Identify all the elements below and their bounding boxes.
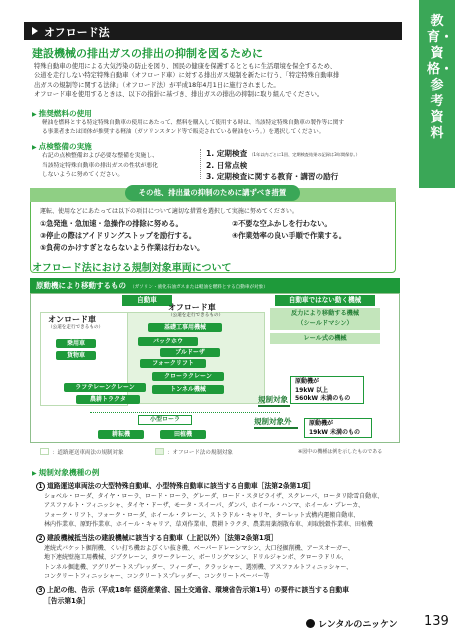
exempt-condition xyxy=(304,418,372,438)
offroad-label: オフロード車 xyxy=(168,303,216,312)
fuel-line: 軽油を燃料とする特定特殊自動車の使用にあたって、燃料を購入して使用する時は、当該特定特殊自動車の製作等に関す xyxy=(42,120,344,126)
example-line: トンネル掘進機、アグリゲートスプレッダー、フィーダー、クラッシャー、選別機、アスファルトフィニッシャー、 xyxy=(44,563,353,571)
fuel-heading: ▶ 推奨燃料の使用 xyxy=(32,108,92,119)
inspection-item xyxy=(206,148,421,160)
legend-offroad: ：オフロード法の規制対象 xyxy=(167,450,233,456)
onroad-sub: （公道を走行できるもの） xyxy=(48,325,104,330)
example-title-3 xyxy=(36,584,416,595)
example-title: 上記の他、告示（平成18年 経済産業省、国土交通省、環境省告示第1号）の要件に該当する自動車 xyxy=(47,586,350,594)
non-auto-sub: （シールドマシン） xyxy=(297,320,353,327)
exempt-underline xyxy=(254,427,298,429)
title-bar xyxy=(24,22,402,40)
non-auto-label: 反力により移動する機械 xyxy=(290,310,360,317)
exempt-tag: 規制対象外 xyxy=(254,417,292,426)
example-3-note: ［告示第1条］ xyxy=(44,597,90,605)
regulated-tag: 規制対象 xyxy=(258,395,288,404)
number-badge: 2 xyxy=(36,534,45,543)
callout-right xyxy=(232,218,392,242)
intro-line: オフロード車を使用するときは、以下の指針に基づき、排出ガスの排出の抑制に取り組んでください。 xyxy=(34,91,324,99)
example-line: フォーク・リフト、フォーク・ローダ、ホイール・クレーン、ストラドル・キャリヤ、ターレット式構内運搬自動車、 xyxy=(44,511,360,519)
intro-line: 公道を走行しない特定特殊自動車（オフロード車）に対する排出ガス規制を新たに行う、「特定特殊自動車排 xyxy=(34,72,340,80)
divider xyxy=(200,149,201,179)
example-title-2 xyxy=(36,532,416,543)
exempt-line xyxy=(90,412,280,413)
vehicle-rough-terrain-crane: ラフテレーンクレーン xyxy=(64,383,146,392)
banner-note: （ガソリン・液化石油ガスまたは軽油を燃料とする自動車が対象） xyxy=(130,285,268,290)
example-line: 地下連続壁施工用機械、ジブクレーン、タワークレーン、ボーリングマシン、ドリルジャンボ、クローラドリル、 xyxy=(44,554,348,562)
vehicle-crawler-crane: クローラクレーン xyxy=(152,372,224,381)
callout-intro: 運転、使用などにあたっては以下の項目について適切な措置を選択して実施に努めてください。 xyxy=(40,208,298,215)
legend-road: ：道路運送車両法の規制対象 xyxy=(52,450,124,456)
page-number: 139 xyxy=(424,614,449,629)
legend-swatch-offroad xyxy=(155,448,164,455)
number-badge: 3 xyxy=(36,586,45,595)
callout-left xyxy=(40,218,240,254)
example-line: アスファルト・フィニッシャ、タイヤ・ドーザ、モータ・スイーパ、ダンパ、ホイール・ハンマ、ホイール・ブレーカ、 xyxy=(44,502,365,510)
brand-name: レンタルのニッケン xyxy=(318,620,398,630)
measure-item: ①急発進・急加速・急操作の排除に努める。 xyxy=(40,219,183,228)
example-line: コンクリートフィニッシャー、コンクリートスプレッダー、コンクリートペーバー等 xyxy=(44,573,270,581)
legend-swatch-road xyxy=(40,448,49,455)
col-non-auto: 自動車ではない動く機械 xyxy=(275,295,375,306)
inspection-item: 2. 日常点検 xyxy=(206,161,248,170)
section-heading: 建設機械の排出ガスの排出の抑制を図るために xyxy=(32,47,263,60)
vehicle-cargo: 貨物車 xyxy=(56,351,96,360)
example-line: 連続式バケット掘削機、くい打ち機およびくい抜き機、ベーパードレーンマシン、大口径掘削機、アースオーガー、 xyxy=(44,545,354,552)
inspection-line: しないように努めてください。 xyxy=(42,172,124,179)
intro-line: 特殊自動車の使用による大気汚染の防止を図り、国民の健康を保護するとともに生活環境を保全するため、 xyxy=(34,63,336,70)
inspection-line: 右記の点検整備および必要な整備を実施し、 xyxy=(42,153,158,159)
example-title: 建設機械抵当法の建設機械に該当する自動車（上記以外）［法第2条第1項］ xyxy=(47,534,278,542)
example-line: 林内作業車、原野作業車、ホイール・キャリア、草刈作業車、農耕トラクタ、農業用薬剤散布車、刈取脱穀作業車、田植機 xyxy=(44,521,373,529)
logo-icon xyxy=(306,619,315,628)
regulated-underline xyxy=(258,405,290,407)
regulated-condition xyxy=(290,376,364,404)
measure-item: ②不要な空ふかしを行わない。 xyxy=(232,219,332,228)
vehicle-passenger: 乗用車 xyxy=(56,339,96,348)
example-line: ショベル・ローダ、タイヤ・ローラ、ロード・ローラ、グレーダ、ロード・スタビライザ、スクレーパ、ロータリ除雪自動車、 xyxy=(44,493,384,500)
inspection-list xyxy=(206,148,421,182)
inspection-heading: ▶ 点検整備の実施 xyxy=(32,141,92,152)
offroad-sub: （公道を走行できるもの） xyxy=(168,313,224,318)
inspection-text xyxy=(42,152,202,181)
cond-line: 560kW 未満のもの xyxy=(295,395,351,402)
vehicle-rice-planter: 田植機 xyxy=(160,430,206,439)
vehicle-tiller: 耕耘機 xyxy=(98,430,144,439)
cond-line: 原動機が xyxy=(309,420,334,427)
vehicle-tunnel-machine: トンネル機械 xyxy=(152,385,224,394)
vehicle-backhoe: バックホウ xyxy=(138,337,198,346)
side-tab-label: 教育・資格・参考資料 xyxy=(427,14,454,141)
inspection-line: 当該特定特殊自動車の排出ガスの性状が悪化 xyxy=(42,162,158,169)
onroad-label: オンロード車 xyxy=(48,315,96,324)
fuel-text xyxy=(42,119,422,137)
callout-title: その他、排出量の抑制のために講ずべき措置 xyxy=(125,185,300,201)
number-badge: 1 xyxy=(36,482,45,491)
non-auto-reaction xyxy=(270,308,380,330)
intro-line: 出ガスの規制等に関する法律」（オフロード法）が平成18年4月1日に施行されました。 xyxy=(34,81,280,89)
intro-paragraph xyxy=(34,62,418,100)
col-auto: 自動車 xyxy=(122,295,172,306)
regulation-heading: オフロード法における規制対象車両について xyxy=(32,263,232,274)
side-tab xyxy=(419,0,455,188)
vehicle-small-roller: 小型ローラ xyxy=(138,415,192,425)
vehicle-forklift: フォークリフト xyxy=(140,359,206,368)
cond-line: 19kW 以上 xyxy=(295,386,329,394)
vehicle-agri-tractor: 農耕トラクタ xyxy=(76,395,140,404)
regulation-banner xyxy=(30,278,400,293)
non-auto-rail: レール式の機械 xyxy=(270,333,380,344)
vehicle-bulldozer: ブルドーザ xyxy=(160,348,220,357)
example-list-2 xyxy=(44,544,420,582)
example-title-1 xyxy=(36,480,416,491)
brand-logo xyxy=(306,617,398,630)
cond-line: 原動機が xyxy=(295,378,320,385)
fuel-line: る事業者または団体が推奨する軽油（ガソリンスタンド等で販売されている軽油をいう。）を選択してください。 xyxy=(42,129,325,135)
inspection-item: 3. 定期検査に関する教育・講習の励行 xyxy=(206,172,339,181)
legend-note: ※図中の機種は例を示したものである xyxy=(298,449,383,455)
measure-item: ④作業効率の良い手順で作業する。 xyxy=(232,231,346,240)
measure-item: ③停止の際はアイドリングストップを励行する。 xyxy=(40,231,196,240)
inspection-item-label: 1. 定期検査 xyxy=(206,149,248,158)
inspection-note: （1年以内ごとに1回、定期検査結果の記録は3年間保存。） xyxy=(249,152,360,157)
example-list-1 xyxy=(44,492,420,530)
measure-item: ⑤負荷のかけすぎとならないよう作業は行わない。 xyxy=(40,243,205,252)
vehicle-foundation-machine: 基礎工事用機械 xyxy=(148,323,222,332)
banner-label: 原動機により移動するもの xyxy=(36,281,126,290)
cond-line: 19kW 未満のもの xyxy=(309,428,361,436)
examples-heading: ▶ 規制対象機種の例 xyxy=(32,467,99,478)
triangle-icon xyxy=(32,27,38,35)
example-title: 道路運送車両法の大型特殊自動車、小型特殊自動車に該当する自動車［法第2条第1項］ xyxy=(47,482,315,490)
page-title: オフロード法 xyxy=(44,26,110,39)
